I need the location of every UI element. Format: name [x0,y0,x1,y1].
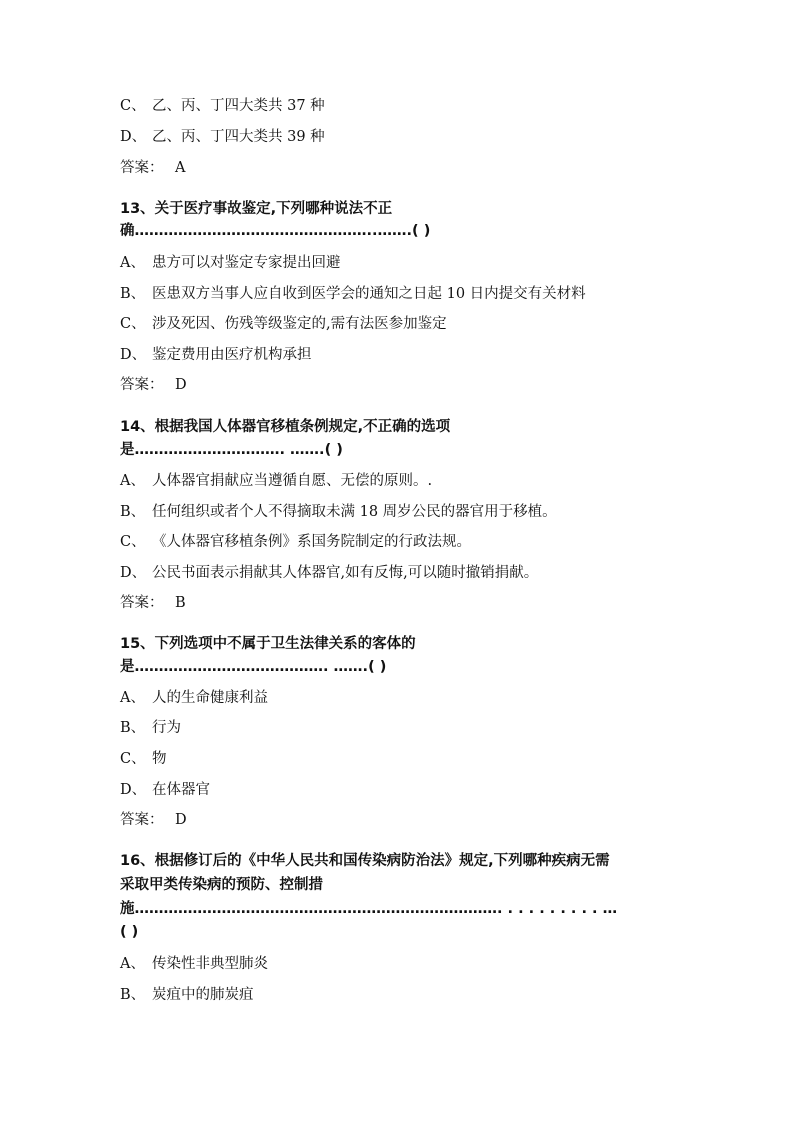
question-14-title-cont: 是…………………………. …….( ) [120,442,343,458]
question-15-title: 15、下列选项中不属于卫生法律关系的客体的 [120,636,416,652]
option-text: 鉴定费用由医疗机构承担 [152,347,312,363]
option-letter: C、 [120,534,146,550]
option-text: 物 [152,751,167,767]
option-text: 《人体器官移植条例》系国务院制定的行政法规。 [152,534,471,550]
option-text: 涉及死因、伤残等级鉴定的,需有法医参加鉴定 [152,316,447,332]
option-letter: B、 [120,286,146,302]
answer-value: B [175,595,186,611]
option-c [120,532,471,552]
option-text: 在体器官 [152,782,210,798]
option-text: 行为 [152,720,181,736]
option-d [120,780,210,800]
answer-label: 答案： [120,377,164,393]
question-14-title: 14、根据我国人体器官移植条例规定,不正确的选项 [120,419,451,435]
option-letter: C、 [120,751,146,767]
option-a [120,954,268,974]
option-letter: B、 [120,504,146,520]
answer-line [120,593,186,613]
answer-label: 答案： [120,160,164,176]
option-b [120,718,181,738]
option-d [120,127,325,147]
option-letter: A、 [120,690,145,706]
option-c [120,314,447,334]
option-text: 炭疽中的肺炭疽 [152,987,254,1003]
option-letter: A、 [120,255,145,271]
option-text: 乙、丙、丁四大类共 37 种 [152,98,325,114]
answer-line [120,810,187,830]
option-c [120,749,167,769]
question-15-title-cont: 是…………………………………. …….( ) [120,659,387,675]
answer-value: D [175,812,187,828]
option-d [120,345,312,365]
option-letter: C、 [120,316,146,332]
option-a [120,688,268,708]
option-letter: D、 [120,347,147,363]
question-16-title-cont: 施…………………………………………………………………. . . . . . . . . . … [120,901,618,917]
option-letter: B、 [120,987,146,1003]
option-text: 传染性非典型肺炎 [152,956,268,972]
option-text: 任何组织或者个人不得摘取未满 18 周岁公民的器官用于移植。 [152,504,557,520]
option-letter: D、 [120,565,147,581]
answer-line [120,158,185,178]
option-a [120,253,341,273]
option-c [120,96,325,116]
option-letter: A、 [120,956,145,972]
question-16-title-cont: 采取甲类传染病的预防、控制措 [120,877,323,893]
question-13-title-cont: 确…………………………………………..…….( ) [120,223,431,239]
option-letter: A、 [120,473,145,489]
question-16-title-cont: ( ) [120,924,139,940]
option-b [120,985,254,1005]
option-b [120,284,586,304]
option-letter: C、 [120,98,146,114]
option-letter: D、 [120,782,147,798]
answer-value: D [175,377,187,393]
option-b [120,502,557,522]
question-16-title: 16、根据修订后的《中华人民共和国传染病防治法》规定,下列哪种疾病无需 [120,853,610,869]
option-text: 人体器官捐献应当遵循自愿、无偿的原则。. [152,473,433,489]
option-text: 公民书面表示捐献其人体器官,如有反悔,可以随时撤销捐献。 [152,565,539,581]
question-13-title: 13、关于医疗事故鉴定,下列哪种说法不正 [120,201,393,217]
option-text: 人的生命健康利益 [152,690,268,706]
option-a [120,471,432,491]
answer-value: A [175,160,186,176]
answer-line [120,375,187,395]
option-d [120,563,538,583]
answer-label: 答案： [120,595,164,611]
option-text: 乙、丙、丁四大类共 39 种 [152,129,325,145]
option-letter: B、 [120,720,146,736]
option-text: 医患双方当事人应自收到医学会的通知之日起 10 日内提交有关材料 [152,286,586,302]
option-letter: D、 [120,129,147,145]
answer-label: 答案： [120,812,164,828]
option-text: 患方可以对鉴定专家提出回避 [152,255,341,271]
